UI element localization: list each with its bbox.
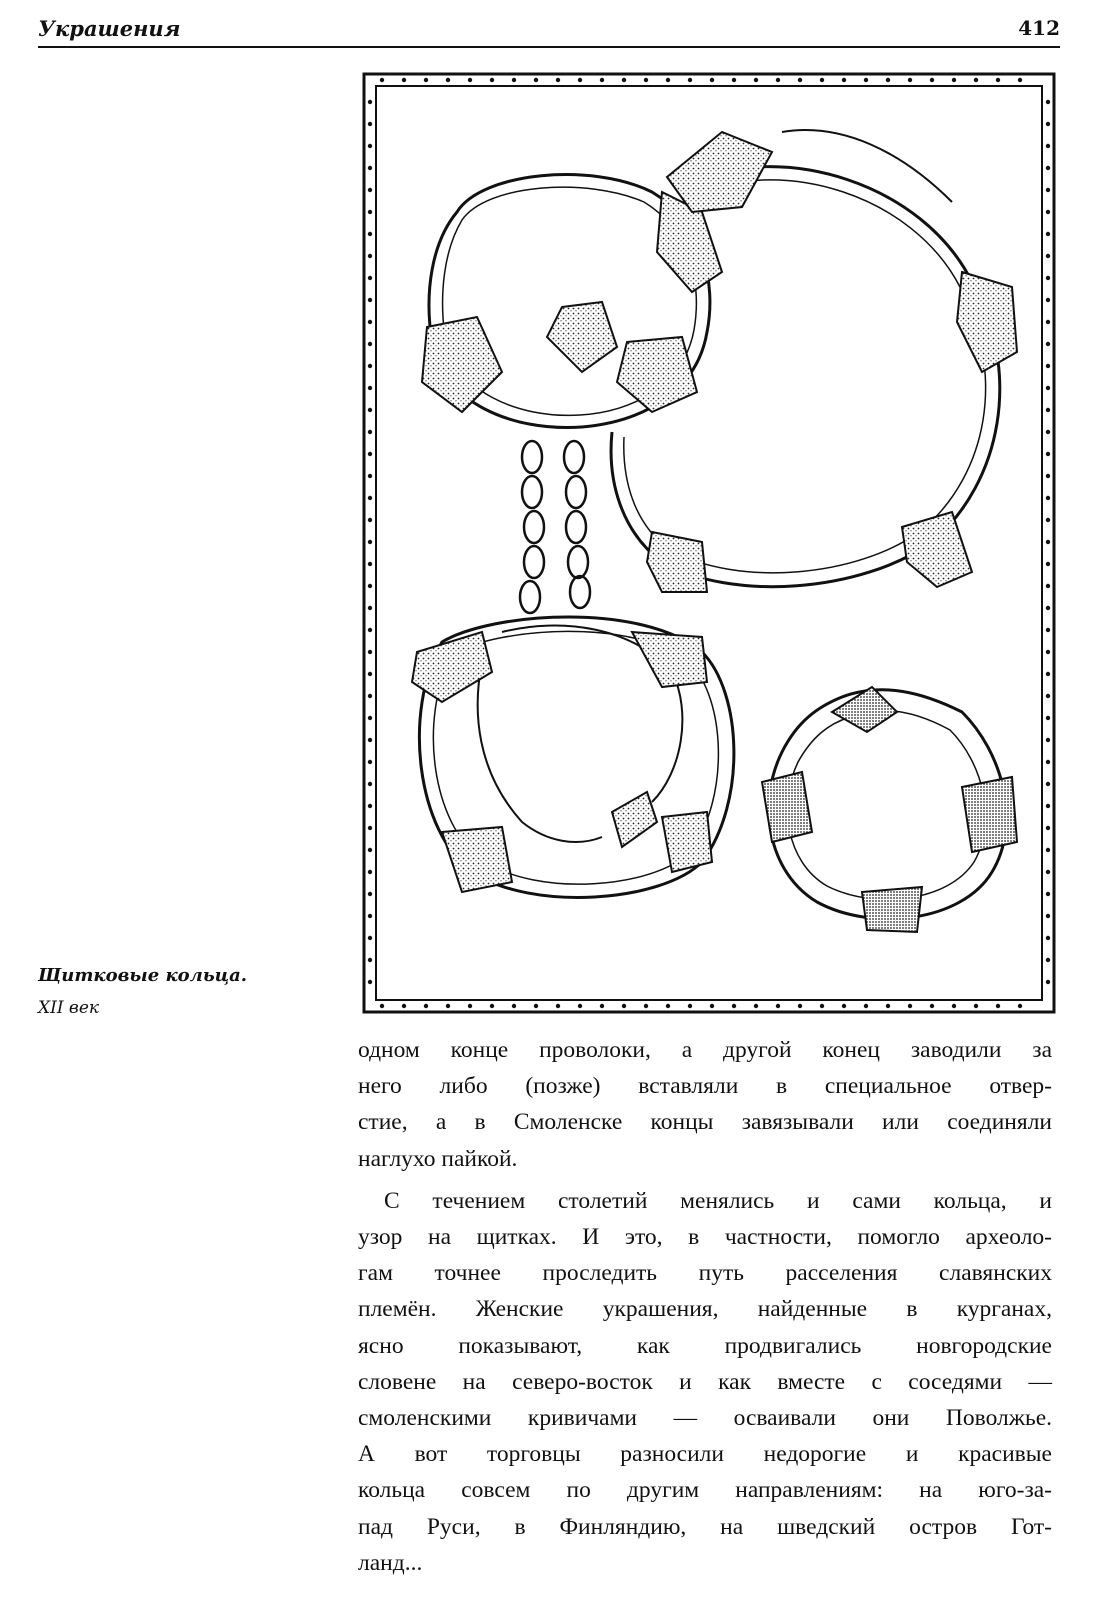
caption-title: Щитковые кольца.	[38, 965, 248, 986]
text-line: стие, а в Смоленске концы завязывали или соединяли	[358, 1109, 1052, 1136]
ring-bottom-left	[412, 617, 734, 897]
text-line: ясно показывают, как продвигались новгородские	[358, 1332, 1052, 1359]
text-line: словене на северо-восток и как вместе с соседями —	[358, 1368, 1052, 1395]
text-line: племён. Женские украшения, найденные в курганах,	[358, 1296, 1052, 1323]
paragraph-1	[358, 1032, 1052, 1177]
text-line: гам точнее проследить путь расселения славянских	[358, 1260, 1052, 1287]
chain	[520, 441, 590, 613]
ring-drawings-icon	[362, 72, 1056, 1014]
paragraph-2	[358, 1183, 1052, 1581]
text-line: А вот торговцы разносили недорогие и красивые	[358, 1441, 1052, 1468]
ring-top-left	[422, 175, 722, 428]
figure-caption	[38, 960, 338, 1024]
ring-bottom-right	[762, 687, 1017, 932]
text-line: С течением столетий менялись и сами кольца, и	[384, 1187, 1052, 1214]
body-text	[358, 1032, 1052, 1581]
text-line: пад Руси, в Финляндию, на шведский остров Гот-	[358, 1513, 1052, 1540]
caption-period: XII век	[38, 998, 100, 1018]
section-title: Украшения	[38, 16, 181, 41]
text-line: одном конце проволоки, а другой конец заводили за	[358, 1037, 1052, 1063]
text-line: ланд...	[358, 1549, 423, 1576]
text-line: кольца совсем по другим направлениям: на юго-за-	[358, 1477, 1052, 1504]
text-line: узор на щитках. И это, в частности, помогло археоло-	[358, 1224, 1052, 1251]
running-header	[38, 16, 1060, 48]
text-line: смоленскими кривичами — осваивали они Поволжье.	[358, 1405, 1052, 1432]
page-number: 412	[1018, 16, 1060, 40]
text-line: него либо (позже) вставляли в специальное отвер-	[358, 1073, 1052, 1100]
text-line: наглухо пайкой.	[358, 1145, 518, 1172]
